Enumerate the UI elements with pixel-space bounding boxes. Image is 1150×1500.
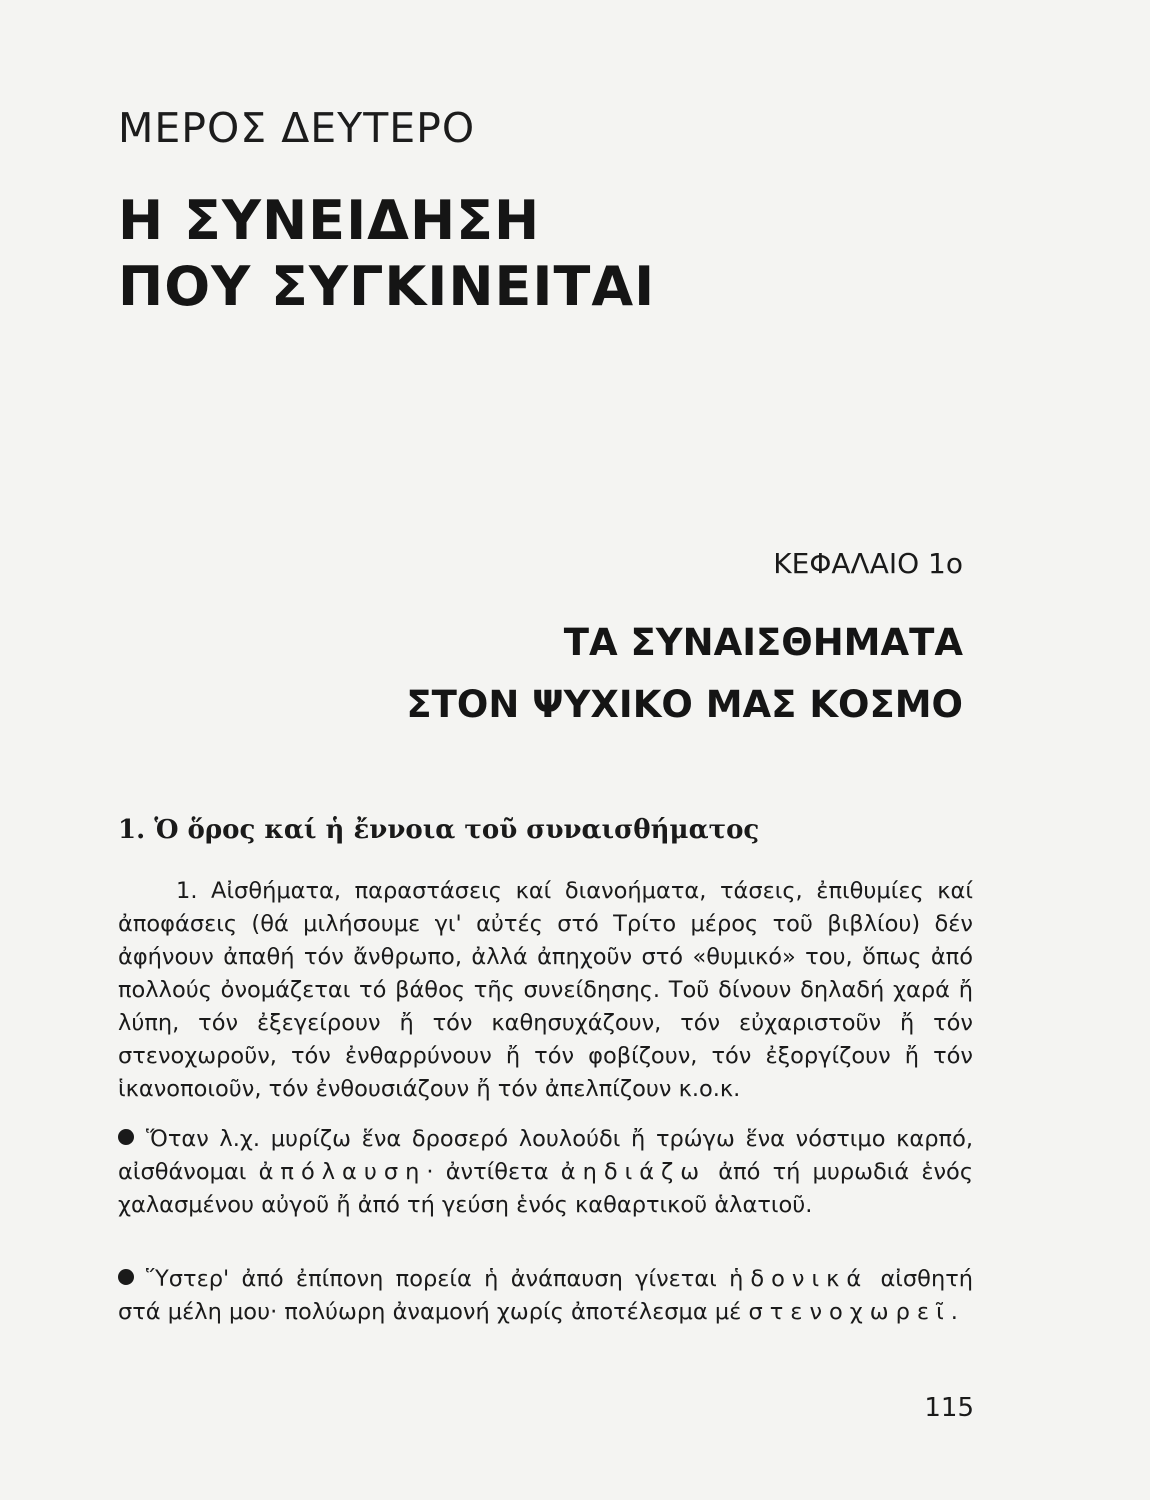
emphasis-word-aidiazo: ἀηδιάζω <box>560 1159 707 1185</box>
bullet-1-text-mid: · ἀντίθετα <box>426 1159 549 1185</box>
bullet-2-text-mid: αἰσθητή στά μέλη μου· πολύωρη ἀναμονή χωρίς ἀποτέλεσμα μέ <box>118 1266 974 1325</box>
emphasis-word-apolafsi: ἀπόλαυση <box>258 1159 427 1185</box>
main-title-line-1: Η ΣΥΝΕΙΔΗΣΗ <box>118 189 541 252</box>
chapter-title <box>363 612 963 736</box>
emphasis-word-stenochorei: στενοχωρεῖ <box>748 1299 951 1325</box>
page-number: 115 <box>924 1393 974 1423</box>
main-title-line-2: ΠΟΥ ΣΥΓΚΙΝΕΙΤΑΙ <box>118 255 656 318</box>
chapter-title-line-1: ΤΑ ΣΥΝΑΙΣΘΗΜΑΤΑ <box>563 621 963 664</box>
body-paragraph-3 <box>118 1263 973 1329</box>
bullet-icon <box>118 1269 134 1285</box>
chapter-title-line-2: ΣΤΟΝ ΨΥΧΙΚΟ ΜΑΣ ΚΟΣΜΟ <box>406 683 963 726</box>
part-label: ΜΕΡΟΣ ΔΕΥΤΕΡΟ <box>118 104 476 152</box>
emphasis-word-idonika: ἡδονικά <box>729 1266 869 1292</box>
body-paragraph-2 <box>118 1123 973 1222</box>
body-paragraph-1: 1. Αἰσθήματα, παραστάσεις καί διανοήματα, τάσεις, ἐπιθυμίες καί ἀποφάσεις (θά μιλήσουμε γι' αὐτές στό Τρίτο μέρος τοῦ βιβλίου) δέν ἀφήνουν ἀπαθή τόν ἄνθρωπο, ἀλλά ἀπηχοῦν στό «θυμικό» του, ὅπως ἀπό πολλούς ὀνομάζεται τό βάθος τῆς συνείδησης. Τοῦ δίνουν δηλαδή χαρά ἤ λύπη, τόν ἐξεγείρουν ἤ τόν καθησυχάζουν, τόν εὐχαριστοῦν ἤ τόν στενοχωροῦν, τόν ἐνθαρρύνουν ἤ τόν φοβίζουν, τόν ἐξοργίζουν ἤ τόν ἱκανοποιοῦν, τόν ἐνθουσιάζουν ἤ τόν ἀπελπίζουν κ.ο.κ. <box>118 878 973 1102</box>
bullet-2-text-start: Ὕστερ' ἀπό ἐπίπονη πορεία ἡ ἀνάπαυση γίνεται <box>146 1266 717 1292</box>
bullet-icon <box>118 1129 134 1145</box>
bullet-1-text-end: ἀπό τή μυρωδιά ἑνός χαλασμένου αὐγοῦ ἤ ἀπό τή γεύση ἑνός καθαρτικοῦ ἁλατιοῦ. <box>118 1159 974 1218</box>
main-title <box>118 188 818 320</box>
bullet-2-text-end: . <box>950 1299 958 1325</box>
chapter-label: ΚΕΦΑΛΑΙΟ 1ο <box>773 547 963 580</box>
section-heading: 1. Ὁ ὅρος καί ἡ ἔννοια τοῦ συναισθήματος <box>118 815 760 845</box>
bullet-1-text-start: Ὅταν λ.χ. μυρίζω ἕνα δροσερό λουλούδι ἤ τρώγω ἕνα νόστιμο καρπό, αἰσθάνομαι <box>118 1126 973 1185</box>
